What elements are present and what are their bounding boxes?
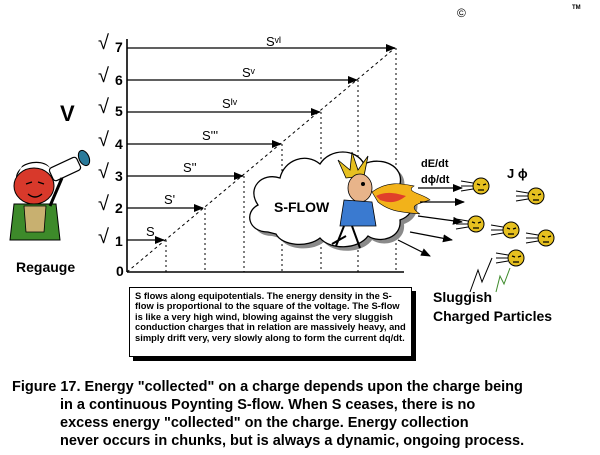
dphi-dt-label: dϕ/dt [421, 174, 450, 186]
s-label-6: Sᵛ [242, 65, 255, 80]
wind-face [348, 174, 372, 202]
s-label-4: S''' [202, 128, 219, 143]
particle-2-streak [516, 191, 528, 201]
particle-4-streak [491, 225, 503, 235]
s-label-2: S' [164, 192, 176, 207]
tick-7 [98, 32, 123, 55]
s-flow-label: S-FLOW [274, 199, 330, 215]
tick-1 [98, 226, 123, 249]
regauge-figure [10, 149, 92, 240]
tick-6 [98, 65, 123, 88]
figure-caption [12, 378, 597, 450]
particle-3 [456, 216, 484, 232]
particle-6 [496, 250, 524, 266]
tick-4 [98, 129, 123, 152]
particle-1-streak [461, 181, 473, 191]
flow-arrow-4 [410, 232, 452, 240]
regauge-head [14, 168, 54, 204]
tick-3 [98, 161, 123, 184]
wind-shirt [340, 200, 376, 226]
pointer-zigzag-2 [496, 268, 510, 292]
s-label-3: S'' [183, 160, 197, 175]
particle-3-body [468, 216, 484, 232]
s-label-5: Sᴵᵛ [222, 96, 238, 111]
caption-line-4: never occurs in chunks, but is always a dynamic, ongoing process. [60, 433, 525, 449]
particle-5 [526, 230, 554, 246]
regauge-label: Regauge [16, 259, 76, 275]
tick-4-radical: √ [98, 129, 109, 151]
s-label-7: Sᵛᴵ [266, 34, 282, 49]
particle-3-streak [456, 219, 468, 229]
s-label-1: S [146, 224, 155, 239]
regauge-tank [48, 156, 81, 181]
caption-line-3: excess energy "collected" on the charge. Energy collection [60, 415, 469, 431]
particle-4-body [503, 222, 519, 238]
particles-label-line2: Charged Particles [433, 308, 553, 324]
tick-7-radical: √ [98, 32, 109, 54]
copyright-mark: © [457, 6, 466, 20]
particle-2-body [528, 188, 544, 204]
tick-2-value: 2 [115, 200, 123, 216]
tick-0: 0 [116, 263, 124, 279]
particle-5-body [538, 230, 554, 246]
particle-5-streak [526, 233, 538, 243]
tick-4-value: 4 [115, 136, 123, 152]
particle-1-body [473, 178, 489, 194]
particle-1 [461, 178, 489, 194]
particle-2 [516, 188, 544, 204]
tick-5-radical: √ [98, 96, 109, 118]
pointer-zigzag-1 [470, 258, 492, 292]
tick-1-radical: √ [98, 226, 109, 248]
tick-5-value: 5 [115, 103, 123, 119]
tick-6-radical: √ [98, 65, 109, 87]
caption-line-2: in a continuous Poynting S-flow. When S ceases, there is no [60, 397, 476, 413]
particle-6-streak [496, 253, 508, 263]
flow-arrow-5 [398, 240, 430, 256]
wind-eye [361, 182, 365, 186]
axis-v-label: V [60, 101, 75, 126]
tick-2 [98, 193, 123, 216]
charged-particles [456, 178, 554, 266]
tick-5 [98, 96, 123, 119]
regauge-vest [24, 206, 46, 232]
particles-label-line1: Sluggish [433, 289, 493, 305]
de-dt-label: dE/dt [421, 158, 449, 170]
j-phi-label: J ϕ [507, 166, 528, 181]
tick-3-value: 3 [115, 168, 123, 184]
particle-6-body [508, 250, 524, 266]
tick-7-value: 7 [115, 39, 123, 55]
tick-6-value: 6 [115, 72, 123, 88]
tick-2-radical: √ [98, 193, 109, 215]
caption-line-1: Figure 17. Energy "collected" on a charge depends upon the charge being [12, 379, 523, 395]
flow-arrow-3 [418, 216, 462, 222]
particle-4 [491, 222, 519, 238]
tick-3-radical: √ [98, 161, 109, 183]
explanation-note: S flows along equipotentials. The energy density in the S-flow is proportional to the square of the voltage. The S-flow is like a very high wind, blowing against the very sluggish conduction charges that in relation are massively heavy, and simply drift very, very slowly along to form the current dq/dt. [129, 287, 412, 357]
trademark-mark: TM [572, 5, 581, 11]
tick-1-value: 1 [115, 233, 123, 249]
